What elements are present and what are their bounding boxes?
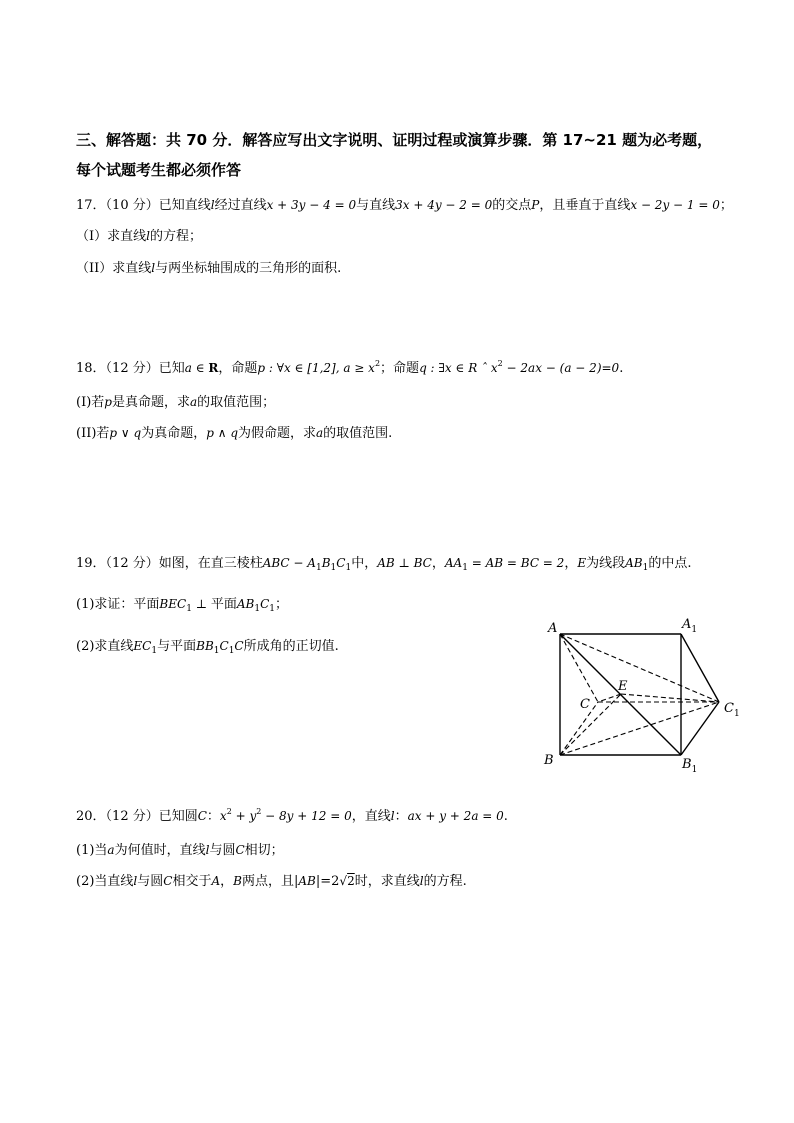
- q18-part1: (I)若p是真命题，求a的取值范围；: [76, 395, 276, 410]
- q20-part1: (1)当a为何值时，直线l与圆C相切；: [76, 843, 284, 858]
- q17-part1: （I）求直线l的方程；: [76, 229, 202, 244]
- section-header-line2: 每个试题考生都必须作答: [76, 161, 242, 179]
- edge-A1C1: [681, 634, 719, 702]
- label-C1: $C_1$: [724, 701, 740, 719]
- solid-edges: [560, 634, 719, 755]
- label-B: B: [544, 753, 554, 768]
- q19-stem: 19．（12 分）如图，在直三棱柱ABC − $A_1B_1C_1$中，AB ⊥ BC，$AA_1$ = AB = BC = 2，E为线段$AB_1$的中点.: [76, 556, 692, 573]
- label-E: E: [618, 679, 628, 694]
- prism-figure: [536, 612, 746, 772]
- label-C: C: [580, 697, 590, 712]
- edge-BC: [560, 702, 598, 755]
- segment-BE: [560, 694, 621, 755]
- q20-part2: (2)当直线l与圆C相交于A，B两点，且|AB|=2√2时，求直线l的方程.: [76, 874, 467, 889]
- section-header-line1: 三、解答题：共 70 分．解答应写出文字说明、证明过程或演算步骤．第 17~21 题为必考题，: [76, 131, 713, 149]
- q19-part2: (2)求直线$EC_1$与平面$BB_1C_1C$所成角的正切值.: [76, 639, 339, 656]
- hidden-edges: [560, 634, 719, 755]
- label-B1: $B_1$: [682, 757, 698, 772]
- q18-stem: 18．（12 分）已知a ∈ R，命题p : ∀x ∈ [1,2], $a \ge x^2$；命题q : ∃x ∈ R ˆ $x^2 - 2ax - (a - 2)=0$.: [76, 359, 624, 376]
- q17-part2: （II）求直线l与两坐标轴围成的三角形的面积.: [76, 261, 342, 276]
- q19-part1: (1)求证：平面$BEC_1$ ⊥ 平面$AB_1C_1$；: [76, 597, 289, 614]
- segment-AC1: [560, 634, 719, 702]
- q20-stem: 20．（12 分）已知圆C：$x^2 + y^2 - 8y + 12 = 0$，直线l：ax + y + 2a = 0.: [76, 807, 508, 824]
- label-A: A: [548, 621, 558, 636]
- q17-stem: 17．（10 分）已知直线l经过直线x + 3y − 4 = 0与直线3x + 4y − 2 = 0的交点P，且垂直于直线x − 2y − 1 = 0；: [76, 198, 733, 213]
- edge-AC: [560, 634, 598, 702]
- edge-B1C1: [681, 702, 719, 755]
- label-A1: $A_1$: [682, 617, 698, 635]
- q18-part2: (II)若p ∨ q为真命题，p ∧ q为假命题，求a的取值范围.: [76, 426, 393, 441]
